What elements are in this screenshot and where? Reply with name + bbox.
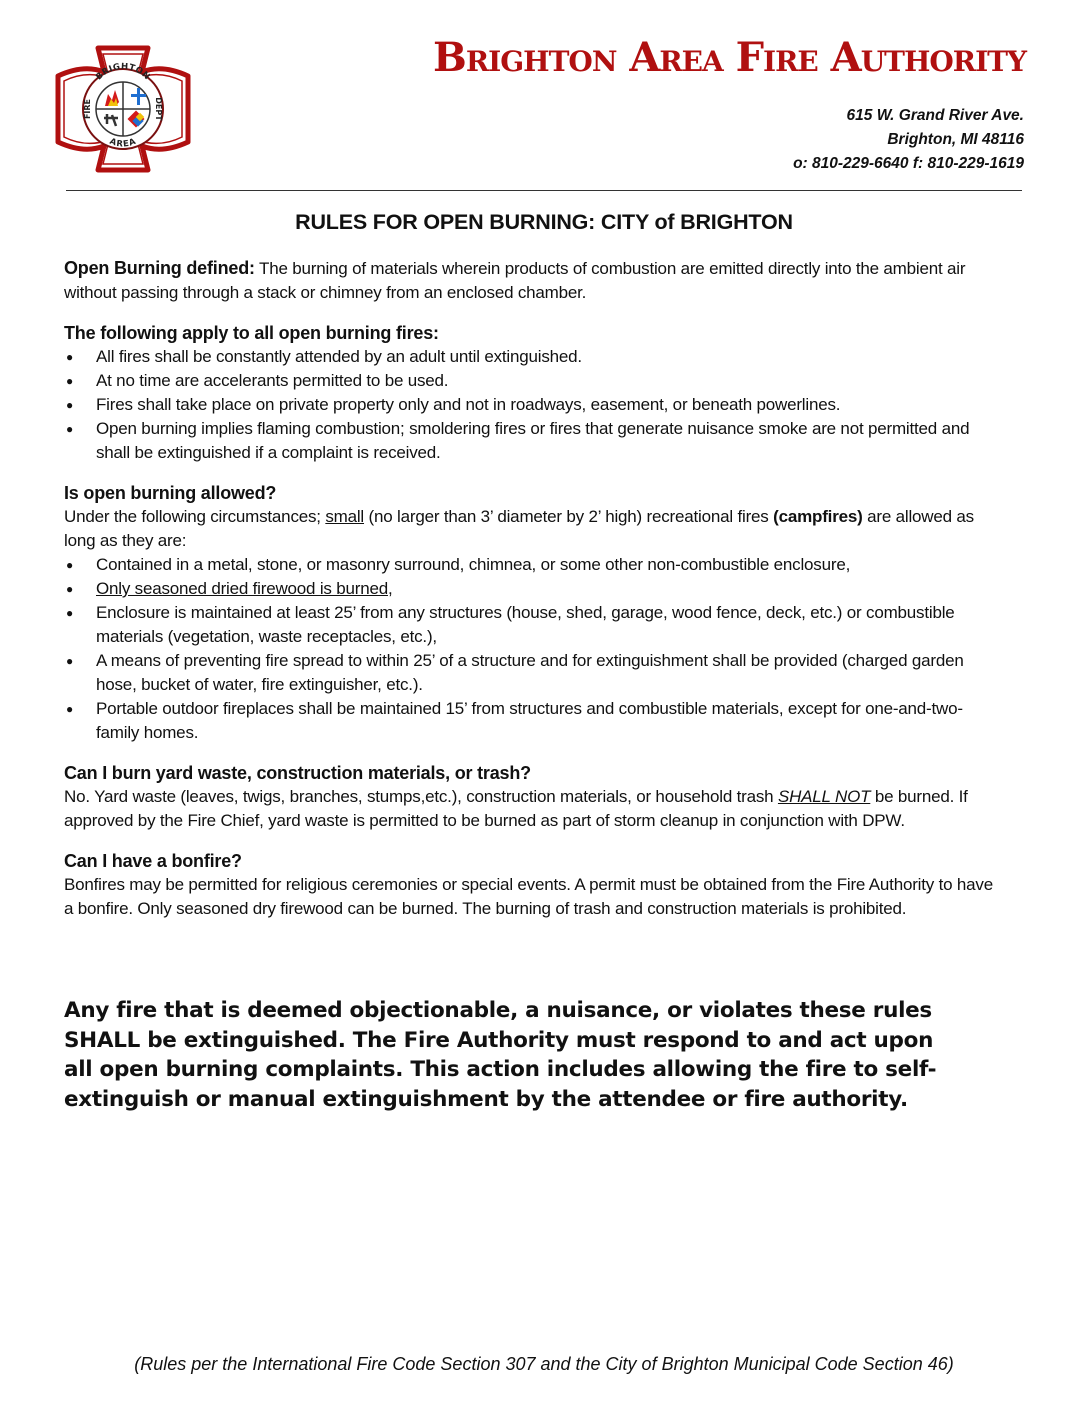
document-title: RULES FOR OPEN BURNING: CITY of BRIGHTON: [295, 210, 793, 234]
definition-label: Open Burning defined:: [64, 258, 255, 278]
city-state-zip: Brighton, MI 48116: [887, 131, 1024, 148]
list-item: ● A means of preventing fire spread to within 25’ of a structure and for extinguishment shall be provided (charged garden hose, bucket of water, fire extinguisher, etc.).: [64, 649, 994, 697]
yard-waste-paragraph: [64, 785, 994, 833]
list-item: ● All fires shall be constantly attended by an adult until extinguished.: [64, 345, 994, 369]
phone-fax: o: 810-229-6640 f: 810-229-1619: [793, 155, 1024, 172]
allowed-conditions-list: [64, 553, 994, 745]
list-item: ● Fires shall take place on private property only and not in roadways, easement, or beneath powerlines.: [64, 393, 994, 417]
definition-paragraph: [64, 256, 994, 305]
warning-statement: Any fire that is deemed objectionable, a nuisance, or violates these rules SHALL be extinguished. The Fire Authority must respond to and act upon all open burning complaints. This action includes allowing the fire to self-extinguish or manual extinguishment by the attendee or fire authority.: [64, 998, 937, 1112]
list-item-suffix: ,: [387, 579, 393, 598]
header-divider: [66, 190, 1022, 191]
allowed-intro: [64, 505, 994, 553]
general-rules-section: [64, 321, 994, 465]
allowed-intro-text: (no larger than 3’ diameter by 2’ high) recreational fires: [364, 507, 774, 526]
organization-name: Brighton Area Fire Authority: [433, 34, 1026, 81]
allowed-heading: Is open burning allowed?: [64, 483, 277, 503]
svg-text:AREA: AREA: [108, 136, 138, 150]
street-address: 615 W. Grand River Ave.: [846, 107, 1024, 124]
shall-not-emphasis: SHALL NOT: [777, 787, 871, 806]
list-item: ● Portable outdoor fireplaces shall be maintained 15’ from structures and combustible materials, except for one-and-two-family homes.: [64, 697, 994, 745]
list-item: [64, 577, 994, 601]
list-item: ● Enclosure is maintained at least 25’ from any structures (house, shed, garage, wood fence, deck, etc.) or combustible materials (vegetation, waste receptacles, etc.),: [64, 601, 994, 649]
document-body: [64, 256, 994, 935]
maltese-cross-icon: [52, 42, 194, 176]
svg-text:BRIGHTON: BRIGHTON: [94, 61, 152, 83]
allowed-intro-campfires: (campfires): [773, 507, 863, 526]
allowed-intro-small: small: [325, 507, 365, 526]
seasoned-firewood-text: Only seasoned dried firewood is burned: [96, 579, 388, 598]
yard-waste-heading: Can I burn yard waste, construction materials, or trash?: [64, 763, 531, 783]
bonfire-heading: Can I have a bonfire?: [64, 851, 242, 871]
code-reference-footer: (Rules per the International Fire Code Section 307 and the City of Brighton Municipal Code Section 46): [134, 1354, 954, 1374]
svg-text:FIRE: FIRE: [83, 98, 92, 120]
general-rules-list: [64, 345, 994, 465]
bonfire-paragraph: Bonfires may be permitted for religious ceremonies or special events. A permit must be obtained from the Fire Authority to have a bonfire. Only seasoned dry firewood can be burned. The burning of trash and construction materials is prohibited.: [64, 875, 993, 918]
list-item: ● At no time are accelerants permitted to be used.: [64, 369, 994, 393]
yard-waste-text: No. Yard waste (leaves, twigs, branches, stumps,etc.), construction materials, or household trash: [64, 787, 778, 806]
bonfire-section: [64, 849, 994, 921]
yard-waste-section: [64, 761, 994, 833]
allowed-intro-text: Under the following circumstances;: [64, 507, 326, 526]
contact-block: [793, 104, 1024, 176]
definition-section: [64, 256, 994, 305]
svg-text:DEPT: DEPT: [154, 97, 163, 121]
definition-text: The burning of materials wherein products of combustion are emitted directly into the ambient air without passing through a stack or chimney from an enclosed chamber.: [64, 259, 966, 302]
fire-department-logo: [52, 42, 194, 176]
list-item: ● Contained in a metal, stone, or masonry surround, chimnea, or some other non-combustible enclosure,: [64, 553, 994, 577]
yard-waste-text: be burned. If approved by the Fire Chief, yard waste is permitted to be burned as part of storm cleanup in conjunction with DPW.: [64, 787, 968, 830]
allowed-intro-text: are allowed as long as they are:: [64, 507, 974, 550]
list-item: ● Open burning implies flaming combustion; smoldering fires or fires that generate nuisance smoke are not permitted and shall be extinguished if a complaint is received.: [64, 417, 994, 465]
allowed-section: [64, 481, 994, 745]
general-rules-heading: The following apply to all open burning fires:: [64, 323, 439, 343]
